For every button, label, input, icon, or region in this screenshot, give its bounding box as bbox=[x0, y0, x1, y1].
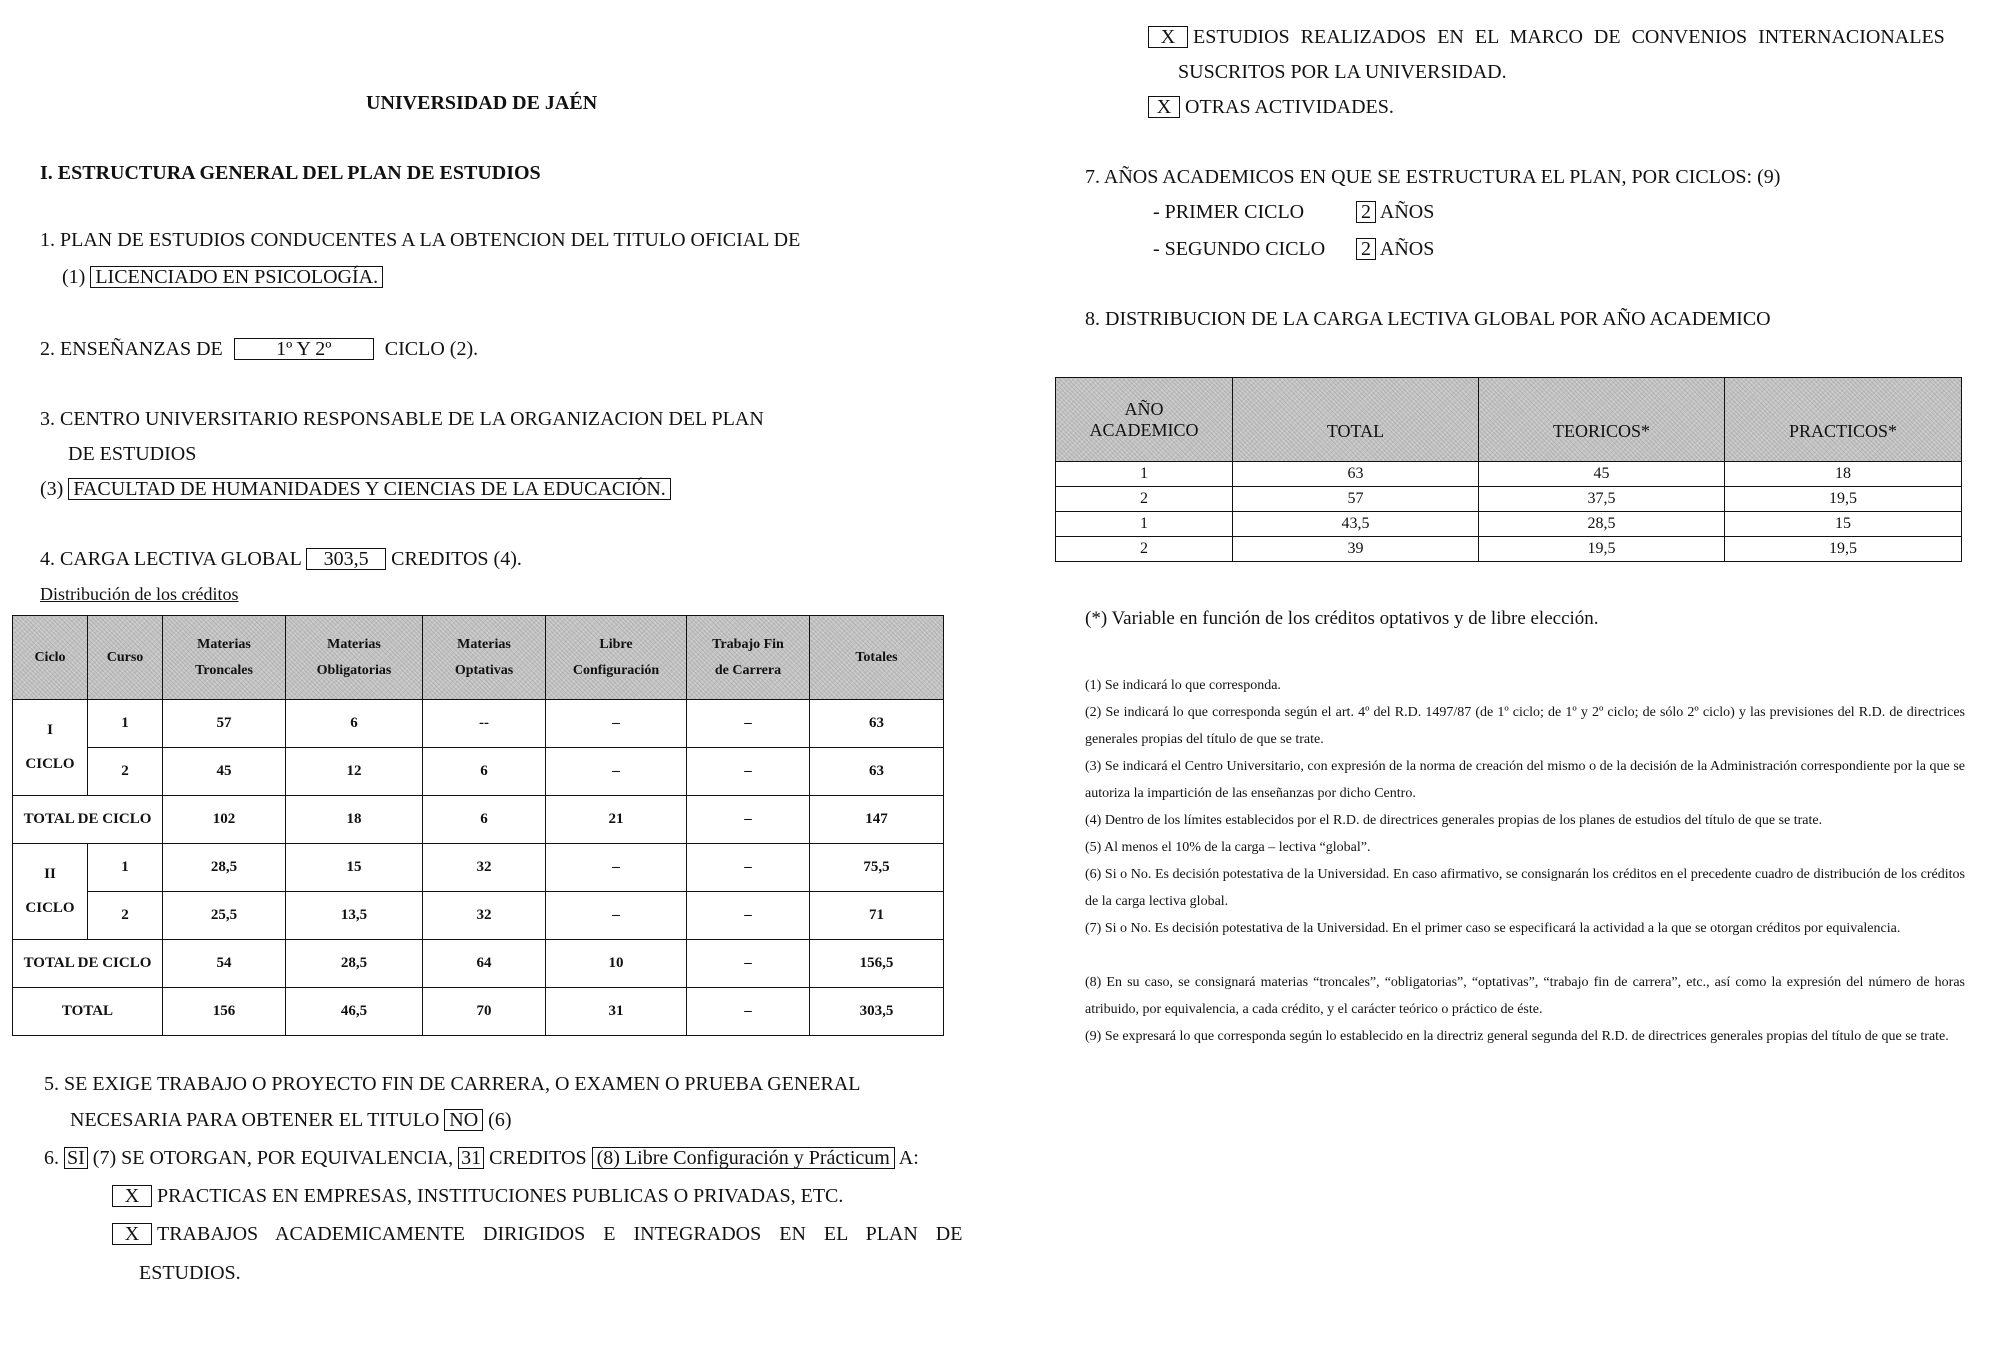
total-ciclo2-row bbox=[13, 940, 944, 988]
th-total: TOTAL bbox=[1233, 378, 1479, 462]
cell: 15 bbox=[286, 844, 423, 892]
footnote-2: (2) Se indicará lo que corresponda según el art. 4º del R.D. 1497/87 (de 1º ciclo; de 1º y 2º ciclo; de sólo 2º ciclo) y las previsiones del R.D. de directrices generales propias del título de que se trate. bbox=[1085, 705, 1965, 747]
cell: – bbox=[687, 748, 810, 796]
cell: 57 bbox=[1233, 487, 1479, 512]
footnote-4: (4) Dentro de los límites establecidos por el R.D. de directrices generales propias de los planes de estudios del título de que se trate. bbox=[1085, 813, 1823, 828]
cell: -- bbox=[423, 700, 546, 748]
item5-line1: 5. SE EXIGE TRABAJO O PROYECTO FIN DE CARRERA, O EXAMEN O PRUEBA GENERAL bbox=[44, 1073, 861, 1095]
cell: 1 bbox=[1056, 512, 1233, 537]
footnote-5: (5) Al menos el 10% de la carga – lectiva “global”. bbox=[1085, 840, 1371, 855]
cell: 2 bbox=[88, 748, 163, 796]
checkbox-practicas[interactable]: X bbox=[112, 1185, 152, 1207]
cell: 156,5 bbox=[810, 940, 944, 988]
cell: 71 bbox=[810, 892, 944, 940]
cell: 2 bbox=[88, 892, 163, 940]
th-trabajo: Trabajo Fin de Carrera bbox=[687, 616, 810, 700]
checkbox-estudios[interactable]: X bbox=[1148, 26, 1188, 48]
cell: 19,5 bbox=[1725, 537, 1962, 562]
cell: 18 bbox=[286, 796, 423, 844]
cell: – bbox=[546, 700, 687, 748]
cell: 37,5 bbox=[1479, 487, 1725, 512]
checkbox-otras[interactable]: X bbox=[1148, 96, 1180, 118]
table-row bbox=[13, 700, 944, 748]
section-title: I. ESTRUCTURA GENERAL DEL PLAN DE ESTUDIOS bbox=[40, 162, 541, 184]
cell: 32 bbox=[423, 892, 546, 940]
segundo-years-unit: AÑOS bbox=[1379, 238, 1435, 260]
cell: 6 bbox=[286, 700, 423, 748]
item4 bbox=[40, 548, 522, 571]
item8-text: 8. DISTRIBUCION DE LA CARGA LECTIVA GLOBAL POR AÑO ACADEMICO bbox=[1085, 308, 1771, 330]
primer-ciclo-years bbox=[1356, 201, 1434, 224]
item1-ref: (1) bbox=[62, 266, 86, 288]
cell: 13,5 bbox=[286, 892, 423, 940]
cell: 39 bbox=[1233, 537, 1479, 562]
distribution-title: Distribución de los créditos bbox=[40, 584, 239, 604]
th-practicos: PRACTICOS* bbox=[1725, 378, 1962, 462]
cell: – bbox=[546, 844, 687, 892]
option-practicas-label: PRACTICAS EN EMPRESAS, INSTITUCIONES PUBLICAS O PRIVADAS, ETC. bbox=[157, 1185, 844, 1207]
cell: TOTAL DE CICLO bbox=[13, 796, 163, 844]
footnote-8: (8) En su caso, se consignará materias “troncales”, “obligatorias”, “optativas”, “trabajo fin de carrera”, etc., así como la expresión del número de horas atribuido, por equivalencia, a cada crédito, y el carácter teórico o práctico de éste. bbox=[1085, 975, 1965, 1017]
cell: – bbox=[546, 748, 687, 796]
cell: 19,5 bbox=[1479, 537, 1725, 562]
item4-suffix: CREDITOS (4). bbox=[391, 548, 522, 570]
cell: 303,5 bbox=[810, 988, 944, 1036]
item1-answer bbox=[62, 266, 383, 289]
equivalence-credits-box: 31 bbox=[458, 1147, 484, 1169]
footnote-7: (7) Si o No. Es decisión potestativa de la Universidad. En el primer caso se especificará la actividad a la que se otorgan créditos por equivalencia. bbox=[1085, 921, 1901, 936]
table-row bbox=[13, 748, 944, 796]
equivalence-kind-box: (8) Libre Configuración y Prácticum bbox=[592, 1147, 895, 1169]
option-estudios bbox=[1148, 26, 1945, 49]
th-libre: Libre Configuración bbox=[546, 616, 687, 700]
cell: 2 bbox=[1056, 487, 1233, 512]
cell: – bbox=[687, 988, 810, 1036]
th-ano: AÑO ACADEMICO bbox=[1056, 378, 1233, 462]
cell: 12 bbox=[286, 748, 423, 796]
cell: – bbox=[687, 892, 810, 940]
primer-years-unit: AÑOS bbox=[1379, 201, 1435, 223]
footnote-3: (3) Se indicará el Centro Universitario, con expresión de la norma de creación del mismo o de la decisión de la Administración correspondiente por la que se autoriza la impartición de las enseñanzas por dicho Centro. bbox=[1085, 759, 1965, 801]
cell: 45 bbox=[1479, 462, 1725, 487]
cell: – bbox=[687, 844, 810, 892]
cell: 45 bbox=[163, 748, 286, 796]
distribution-table bbox=[12, 615, 944, 1036]
th-curso: Curso bbox=[88, 616, 163, 700]
university-title: UNIVERSIDAD DE JAÉN bbox=[366, 92, 598, 114]
item7-text: 7. AÑOS ACADEMICOS EN QUE SE ESTRUCTURA EL PLAN, POR CICLOS: (9) bbox=[1085, 166, 1781, 188]
item3-answer bbox=[40, 478, 671, 501]
th-optativas: Materias Optativas bbox=[423, 616, 546, 700]
cell: 147 bbox=[810, 796, 944, 844]
option-trabajos-label: TRABAJOS ACADEMICAMENTE DIRIGIDOS E INTEGRADOS EN EL PLAN DE bbox=[157, 1223, 963, 1245]
item3-ref: (3) bbox=[40, 478, 64, 500]
segundo-years-box: 2 bbox=[1356, 238, 1376, 260]
cell: 31 bbox=[546, 988, 687, 1036]
segundo-ciclo-years bbox=[1356, 238, 1434, 261]
cell: 57 bbox=[163, 700, 286, 748]
cell: 54 bbox=[163, 940, 286, 988]
th-troncales: Materias Troncales bbox=[163, 616, 286, 700]
ciclo2-label: II CICLO bbox=[13, 844, 88, 940]
cell: 43,5 bbox=[1233, 512, 1479, 537]
cell: 10 bbox=[546, 940, 687, 988]
item3-line1: 3. CENTRO UNIVERSITARIO RESPONSABLE DE LA ORGANIZACION DEL PLAN bbox=[40, 408, 764, 430]
table-row bbox=[1056, 512, 1962, 537]
table-row bbox=[13, 844, 944, 892]
cell: 1 bbox=[88, 844, 163, 892]
item6-text3: A: bbox=[898, 1147, 919, 1169]
th-totales: Totales bbox=[810, 616, 944, 700]
ciclo1-label: I CICLO bbox=[13, 700, 88, 796]
item5-suffix: (6) bbox=[488, 1109, 512, 1131]
primer-years-box: 2 bbox=[1356, 201, 1376, 223]
cell: – bbox=[687, 700, 810, 748]
item1-text: 1. PLAN DE ESTUDIOS CONDUCENTES A LA OBTENCION DEL TITULO OFICIAL DE bbox=[40, 229, 801, 251]
option-estudios-label: ESTUDIOS REALIZADOS EN EL MARCO DE CONVENIOS INTERNACIONALES bbox=[1193, 26, 1945, 48]
cell: TOTAL DE CICLO bbox=[13, 940, 163, 988]
credits-box: 303,5 bbox=[306, 548, 386, 570]
option-otras bbox=[1148, 96, 1394, 119]
cell: 19,5 bbox=[1725, 487, 1962, 512]
option-trabajos bbox=[112, 1223, 963, 1246]
cell: 64 bbox=[423, 940, 546, 988]
th-teoricos: TEORICOS* bbox=[1479, 378, 1725, 462]
th-ciclo: Ciclo bbox=[13, 616, 88, 700]
footnote-1: (1) Se indicará lo que corresponda. bbox=[1085, 678, 1281, 693]
equivalence-si-box: SI bbox=[64, 1147, 88, 1169]
item6-num: 6. bbox=[44, 1147, 59, 1169]
cell: 63 bbox=[810, 700, 944, 748]
cell: 63 bbox=[1233, 462, 1479, 487]
option-practicas bbox=[112, 1185, 843, 1208]
item6-text1: (7) SE OTORGAN, POR EQUIVALENCIA, bbox=[92, 1147, 454, 1169]
item2-text: 2. ENSEÑANZAS DE bbox=[40, 338, 223, 360]
cell: 21 bbox=[546, 796, 687, 844]
segundo-ciclo-label: - SEGUNDO CICLO bbox=[1153, 238, 1326, 260]
cell: – bbox=[687, 796, 810, 844]
cell: 25,5 bbox=[163, 892, 286, 940]
center-box: FACULTAD DE HUMANIDADES Y CIENCIAS DE LA EDUCACIÓN. bbox=[68, 478, 670, 500]
table-row bbox=[1056, 537, 1962, 562]
cell: 1 bbox=[1056, 462, 1233, 487]
cell: 28,5 bbox=[163, 844, 286, 892]
cell: 70 bbox=[423, 988, 546, 1036]
primer-ciclo-label: - PRIMER CICLO bbox=[1153, 201, 1305, 223]
cell: – bbox=[687, 940, 810, 988]
cell: 32 bbox=[423, 844, 546, 892]
cell: 75,5 bbox=[810, 844, 944, 892]
grand-total-row bbox=[13, 988, 944, 1036]
item3-line2: DE ESTUDIOS bbox=[68, 443, 197, 465]
thesis-required-box: NO bbox=[444, 1109, 483, 1131]
cell: 2 bbox=[1056, 537, 1233, 562]
table-row bbox=[13, 892, 944, 940]
item5-line2 bbox=[70, 1109, 512, 1132]
cell: 1 bbox=[88, 700, 163, 748]
cycle-box: 1º Y 2º bbox=[234, 338, 374, 360]
option-estudios-line2: SUSCRITOS POR LA UNIVERSIDAD. bbox=[1178, 61, 1507, 83]
cell: – bbox=[546, 892, 687, 940]
cell: TOTAL bbox=[13, 988, 163, 1036]
cell: 63 bbox=[810, 748, 944, 796]
th-obligatorias: Materias Obligatorias bbox=[286, 616, 423, 700]
cell: 156 bbox=[163, 988, 286, 1036]
footnote-6: (6) Si o No. Es decisión potestativa de la Universidad. En caso afirmativo, se consignarán los créditos en el precedente cuadro de distribución de los créditos de la carga lectiva global. bbox=[1085, 867, 1965, 909]
variable-note: (*) Variable en función de los créditos optativos y de libre elección. bbox=[1085, 608, 1599, 629]
option-trabajos-line2: ESTUDIOS. bbox=[139, 1262, 241, 1284]
cell: 18 bbox=[1725, 462, 1962, 487]
footnote-9: (9) Se expresará lo que corresponda según lo establecido en la directriz general segunda del R.D. de directrices generales propias del título de que se trate. bbox=[1085, 1029, 1949, 1044]
item2-suffix: CICLO (2). bbox=[384, 338, 479, 360]
cell: 46,5 bbox=[286, 988, 423, 1036]
cell: 15 bbox=[1725, 512, 1962, 537]
item6-text2: CREDITOS bbox=[489, 1147, 587, 1169]
table-row bbox=[1056, 487, 1962, 512]
degree-box: LICENCIADO EN PSICOLOGÍA. bbox=[90, 266, 383, 288]
item6 bbox=[44, 1147, 919, 1170]
cell: 6 bbox=[423, 796, 546, 844]
cell: 6 bbox=[423, 748, 546, 796]
table-row bbox=[1056, 462, 1962, 487]
carga-table bbox=[1055, 377, 1962, 562]
item5-text: NECESARIA PARA OBTENER EL TITULO bbox=[70, 1109, 440, 1131]
item2 bbox=[40, 338, 478, 361]
option-otras-label: OTRAS ACTIVIDADES. bbox=[1185, 96, 1394, 118]
total-ciclo1-row bbox=[13, 796, 944, 844]
checkbox-trabajos[interactable]: X bbox=[112, 1223, 152, 1245]
cell: 28,5 bbox=[286, 940, 423, 988]
cell: 102 bbox=[163, 796, 286, 844]
cell: 28,5 bbox=[1479, 512, 1725, 537]
item4-text: 4. CARGA LECTIVA GLOBAL bbox=[40, 548, 302, 570]
